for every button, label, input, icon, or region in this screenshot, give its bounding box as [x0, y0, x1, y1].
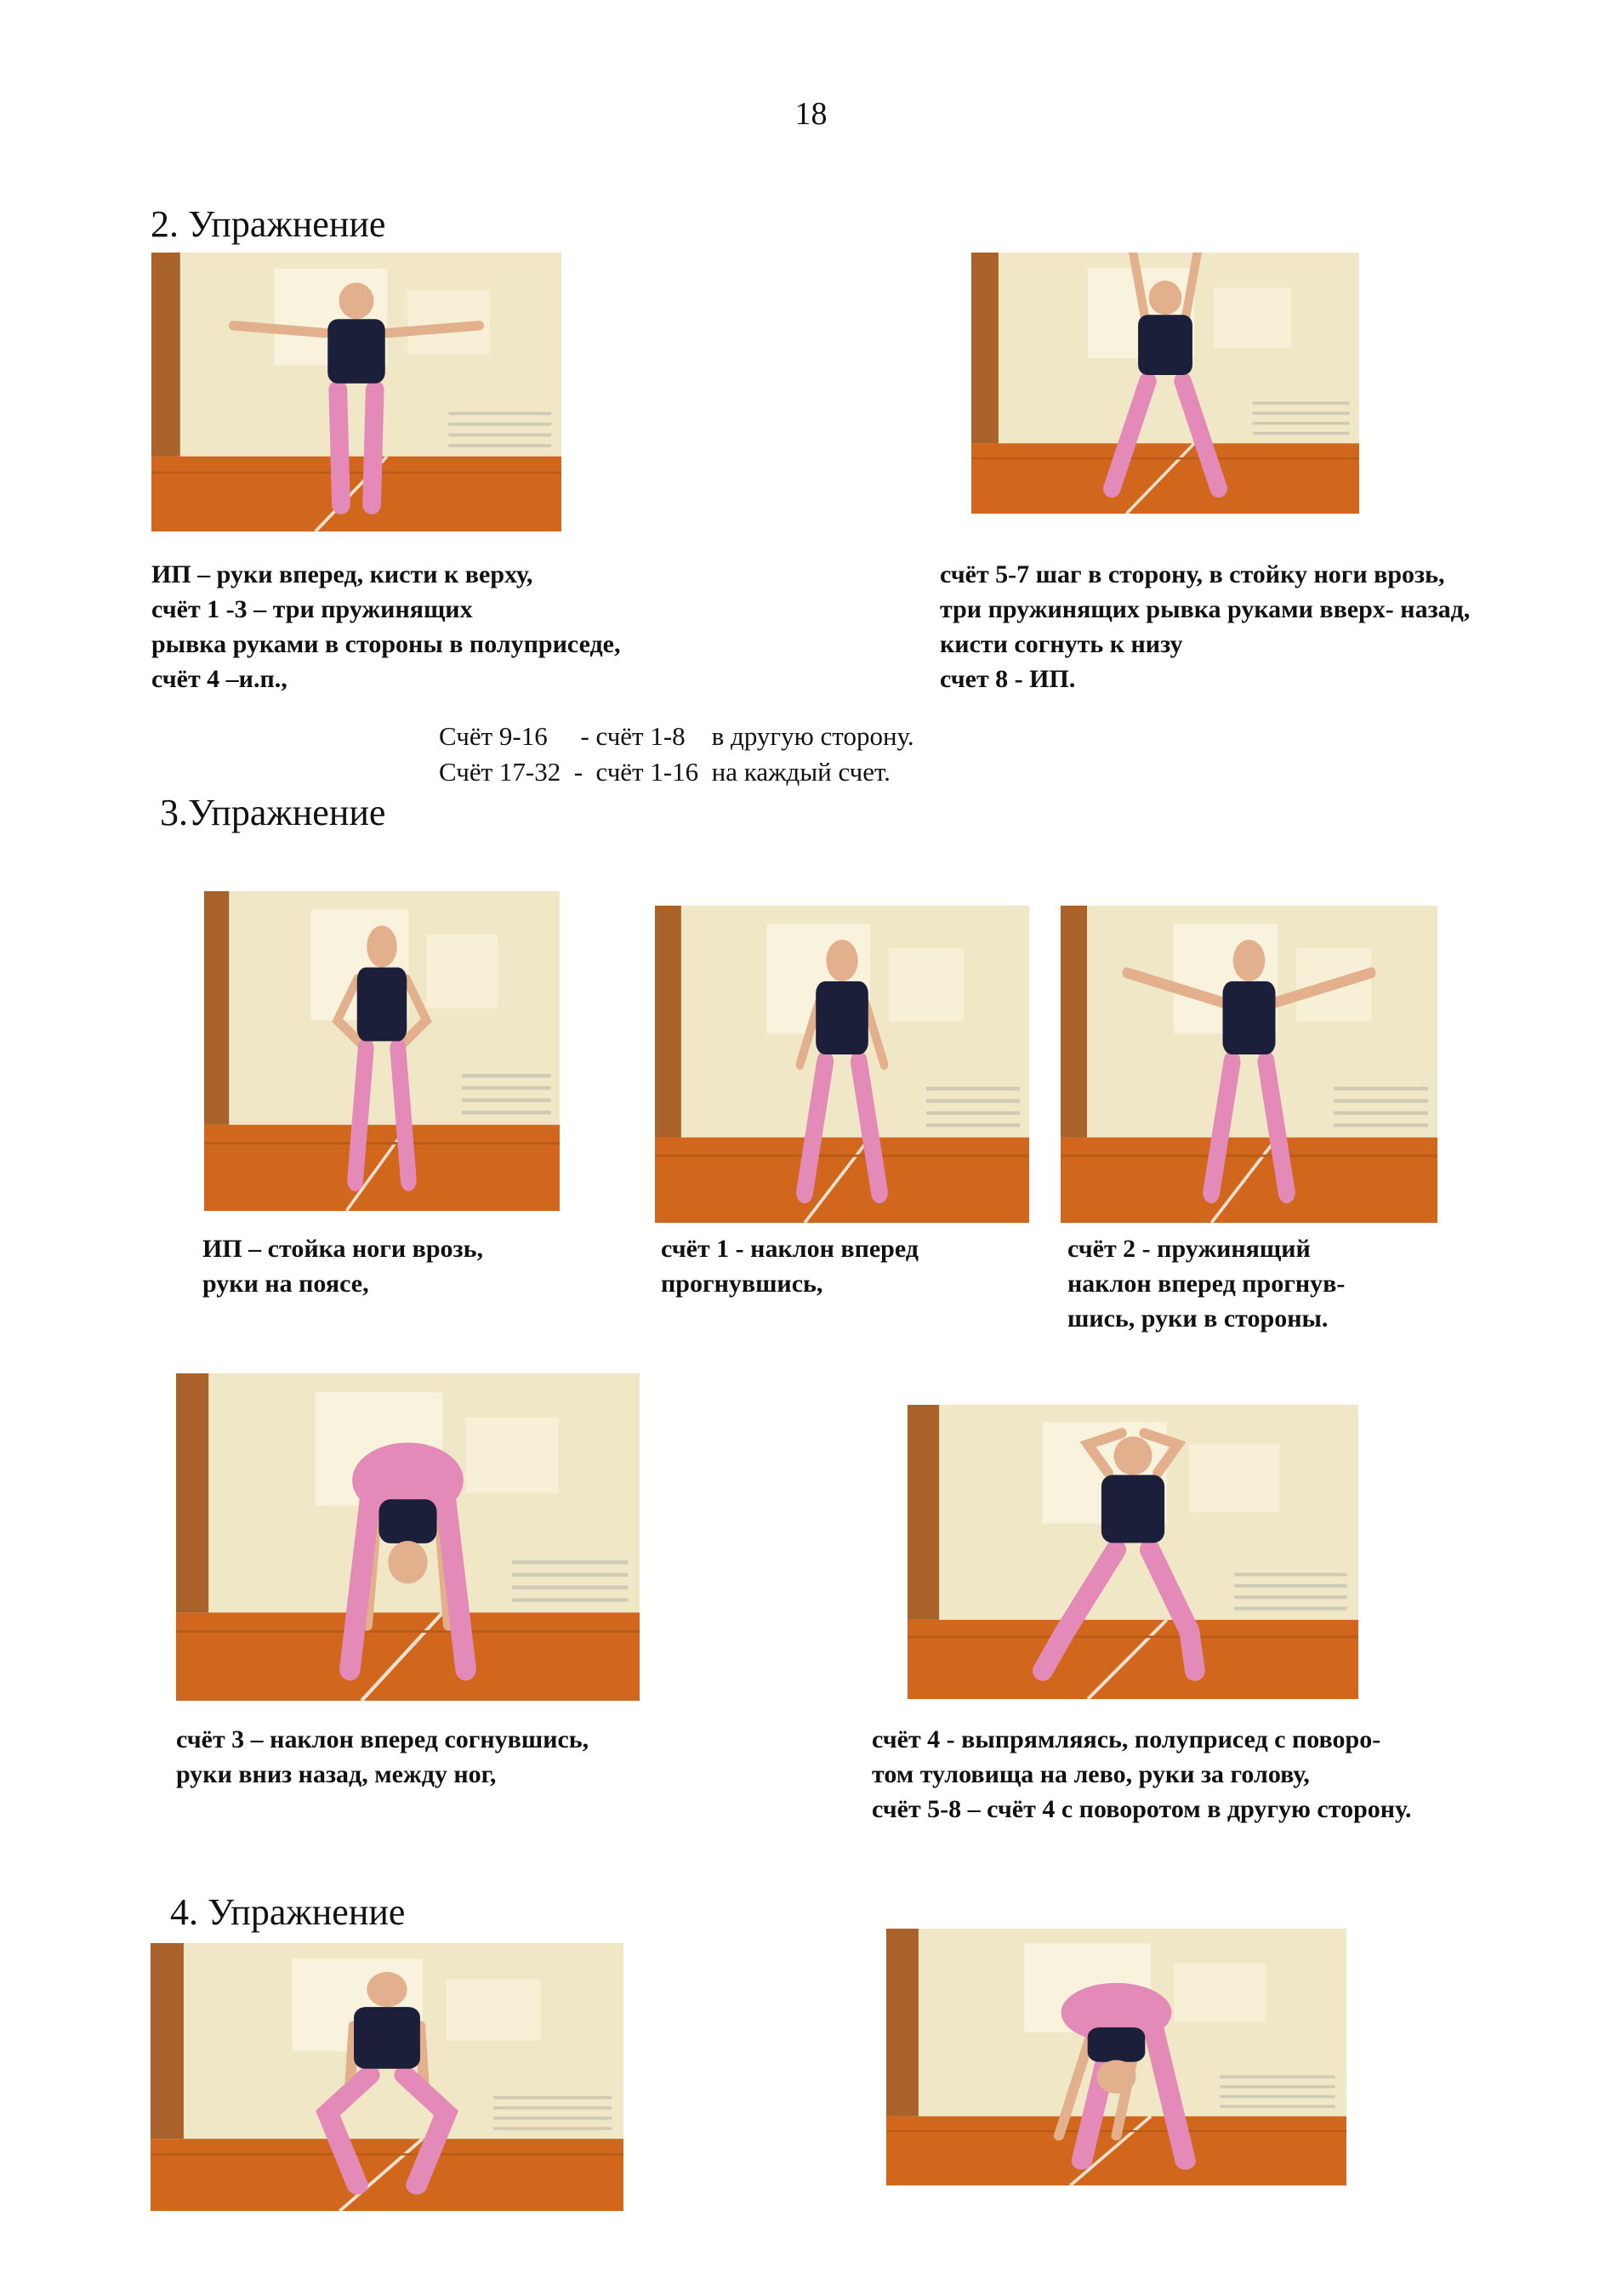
photo-ex3-count-2 [1061, 906, 1437, 1223]
exercise-3-caption-count-2: счёт 2 - пружинящий наклон вперед прогнув- шись, руки в стороны. [1067, 1235, 1346, 1333]
photo-ex4-second-illustration [886, 1929, 1346, 2185]
photo-ex4-second [886, 1929, 1346, 2185]
photo-ex3-count-3 [176, 1373, 640, 1701]
exercise-3-caption-start: ИП – стойка ноги врозь, руки на поясе, [202, 1235, 483, 1298]
photo-ex4-first [151, 1943, 623, 2211]
photo-ex3-start-position-illustration [204, 891, 560, 1211]
exercise-2-heading: 2. Упражнение [151, 203, 386, 245]
photo-ex3-count-4 [908, 1405, 1358, 1699]
exercise-2-count-line-2: Счёт 17-32 - счёт 1-16 на каждый счет. [439, 757, 891, 787]
photo-ex3-count-3-illustration [176, 1373, 640, 1701]
photo-ex4-first-illustration [151, 1943, 623, 2211]
page-number: 18 [794, 96, 828, 132]
exercise-2-caption-left: ИП – руки вперед, кисти к верху, счёт 1 -3 – три пружинящих рывка руками в стороны в полуприседе, счёт 4 –и.п., [151, 560, 621, 693]
photo-ex2-count-5-7-illustration [971, 253, 1359, 514]
exercise-3-caption-count-4: счёт 4 - выпрямляясь, полуприсед с поворо- том туловища на лево, руки за голову, счёт 5-8 – счёт 4 с поворотом в другую сторону. [872, 1725, 1412, 1823]
photo-ex3-count-2-illustration [1061, 906, 1437, 1223]
photo-ex3-count-1-illustration [655, 906, 1029, 1223]
photo-ex3-count-1 [655, 906, 1029, 1223]
exercise-2-caption-right: счёт 5-7 шаг в сторону, в стойку ноги врозь, три пружинящих рывка руками вверх- назад, кисти согнуть к низу счет 8 - ИП. [940, 560, 1471, 693]
photo-ex2-start-position-illustration [151, 253, 561, 531]
photo-ex3-count-4-illustration [908, 1405, 1358, 1699]
photo-ex2-count-5-7 [971, 253, 1359, 514]
exercise-3-caption-count-3: счёт 3 – наклон вперед согнувшись, руки вниз назад, между ног, [176, 1725, 589, 1788]
exercise-3-caption-count-1: счёт 1 - наклон вперед прогнувшись, [661, 1235, 919, 1298]
photo-ex3-start-position [204, 891, 560, 1211]
photo-ex2-start-position [151, 253, 561, 531]
exercise-2-count-line-1: Счёт 9-16 - счёт 1-8 в другую сторону. [439, 721, 914, 751]
exercise-4-heading: 4. Упражнение [170, 1891, 406, 1933]
exercise-3-heading: 3.Упражнение [160, 792, 386, 833]
